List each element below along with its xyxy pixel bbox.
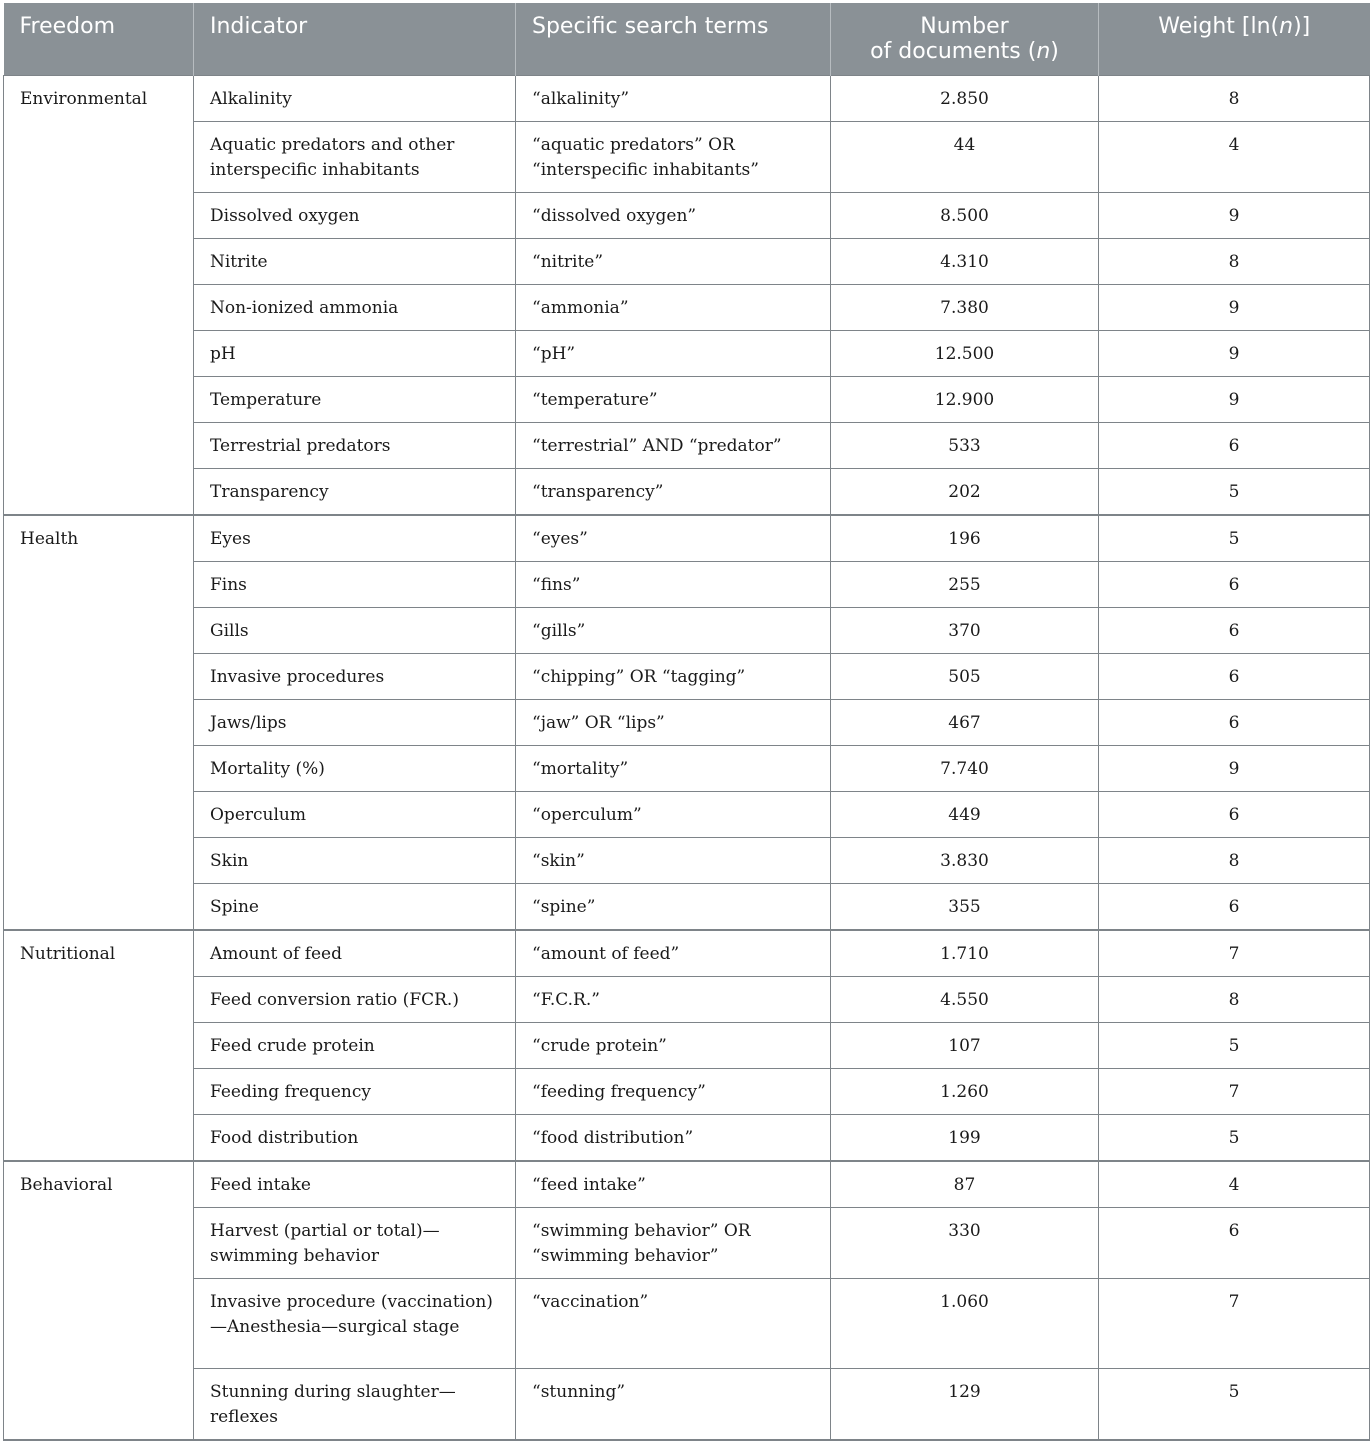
table-row	[4, 745, 1370, 791]
indicator-cell: pH	[194, 330, 516, 376]
search-terms-cell: “F.C.R.”	[516, 976, 831, 1022]
search-terms-cell: “vaccination”	[516, 1278, 831, 1368]
weight-cell: 4	[1099, 1161, 1370, 1208]
weight-cell: 9	[1099, 192, 1370, 238]
table-row	[4, 515, 1370, 562]
documents-count-cell: 2.850	[831, 75, 1099, 121]
indicator-cell: Aquatic predators and other interspecific inhabitants	[194, 121, 516, 192]
documents-count-cell: 199	[831, 1114, 1099, 1161]
documents-count-cell: 129	[831, 1368, 1099, 1440]
search-terms-cell: “pH”	[516, 330, 831, 376]
weight-cell: 6	[1099, 1207, 1370, 1278]
search-terms-cell: “nitrite”	[516, 238, 831, 284]
documents-count-cell: 255	[831, 561, 1099, 607]
indicator-cell: Fins	[194, 561, 516, 607]
table-row	[4, 1368, 1370, 1440]
documents-count-cell: 107	[831, 1022, 1099, 1068]
header-freedom: Freedom	[4, 3, 194, 75]
header-search-terms: Specific search terms	[516, 3, 831, 75]
table-row	[4, 330, 1370, 376]
documents-count-cell: 7.740	[831, 745, 1099, 791]
indicator-cell: Feed crude protein	[194, 1022, 516, 1068]
search-terms-cell: “skin”	[516, 837, 831, 883]
search-terms-cell: “spine”	[516, 883, 831, 930]
weight-cell: 9	[1099, 330, 1370, 376]
indicator-cell: Dissolved oxygen	[194, 192, 516, 238]
weight-cell: 8	[1099, 238, 1370, 284]
weight-cell: 6	[1099, 607, 1370, 653]
documents-count-cell: 12.500	[831, 330, 1099, 376]
indicator-table	[3, 3, 1370, 1441]
documents-count-cell: 4.550	[831, 976, 1099, 1022]
header-weight: Weight [ln(n)]	[1099, 3, 1370, 75]
table-row	[4, 1114, 1370, 1161]
indicator-cell: Mortality (%)	[194, 745, 516, 791]
documents-count-cell: 3.830	[831, 837, 1099, 883]
table-row	[4, 376, 1370, 422]
table-row	[4, 791, 1370, 837]
indicator-cell: Stunning during slaughter—reflexes	[194, 1368, 516, 1440]
table-row	[4, 1278, 1370, 1368]
weight-cell: 6	[1099, 699, 1370, 745]
search-terms-cell: “jaw” OR “lips”	[516, 699, 831, 745]
indicator-cell: Feed conversion ratio (FCR.)	[194, 976, 516, 1022]
search-terms-cell: “terrestrial” AND “predator”	[516, 422, 831, 468]
documents-count-cell: 505	[831, 653, 1099, 699]
table-row	[4, 607, 1370, 653]
indicator-cell: Feeding frequency	[194, 1068, 516, 1114]
documents-count-cell: 44	[831, 121, 1099, 192]
indicator-cell: Jaws/lips	[194, 699, 516, 745]
search-terms-cell: “fins”	[516, 561, 831, 607]
documents-count-cell: 196	[831, 515, 1099, 562]
indicator-cell: Eyes	[194, 515, 516, 562]
search-terms-cell: “feeding frequency”	[516, 1068, 831, 1114]
weight-cell: 5	[1099, 1022, 1370, 1068]
indicator-cell: Nitrite	[194, 238, 516, 284]
search-terms-cell: “food distribution”	[516, 1114, 831, 1161]
freedom-cell: Nutritional	[4, 930, 194, 1161]
table-row	[4, 1068, 1370, 1114]
table-body	[4, 75, 1370, 1440]
indicator-cell: Operculum	[194, 791, 516, 837]
search-terms-cell: “swimming behavior” OR “swimming behavior”	[516, 1207, 831, 1278]
weight-cell: 4	[1099, 121, 1370, 192]
documents-count-cell: 370	[831, 607, 1099, 653]
table-row	[4, 699, 1370, 745]
freedom-cell: Behavioral	[4, 1161, 194, 1440]
table-row	[4, 976, 1370, 1022]
table-row	[4, 121, 1370, 192]
table-row	[4, 238, 1370, 284]
weight-cell: 7	[1099, 930, 1370, 977]
weight-cell: 5	[1099, 468, 1370, 515]
weight-cell: 7	[1099, 1278, 1370, 1368]
weight-cell: 8	[1099, 75, 1370, 121]
indicator-cell: Invasive procedures	[194, 653, 516, 699]
documents-count-cell: 202	[831, 468, 1099, 515]
indicator-cell: Gills	[194, 607, 516, 653]
search-terms-cell: “temperature”	[516, 376, 831, 422]
indicator-cell: Terrestrial predators	[194, 422, 516, 468]
weight-cell: 5	[1099, 1368, 1370, 1440]
indicator-cell: Temperature	[194, 376, 516, 422]
table-row	[4, 1207, 1370, 1278]
search-terms-cell: “mortality”	[516, 745, 831, 791]
weight-cell: 6	[1099, 422, 1370, 468]
search-terms-cell: “aquatic predators” OR “interspecific inhabitants”	[516, 121, 831, 192]
weight-cell: 5	[1099, 1114, 1370, 1161]
documents-count-cell: 1.710	[831, 930, 1099, 977]
weight-cell: 6	[1099, 883, 1370, 930]
header-indicator: Indicator	[194, 3, 516, 75]
indicator-cell: Alkalinity	[194, 75, 516, 121]
indicator-cell: Non-ionized ammonia	[194, 284, 516, 330]
search-terms-cell: “amount of feed”	[516, 930, 831, 977]
search-terms-cell: “stunning”	[516, 1368, 831, 1440]
documents-count-cell: 8.500	[831, 192, 1099, 238]
documents-count-cell: 449	[831, 791, 1099, 837]
search-terms-cell: “dissolved oxygen”	[516, 192, 831, 238]
header-row	[4, 3, 1370, 75]
search-terms-cell: “gills”	[516, 607, 831, 653]
search-terms-cell: “chipping” OR “tagging”	[516, 653, 831, 699]
table-row	[4, 561, 1370, 607]
weight-cell: 9	[1099, 745, 1370, 791]
table-row	[4, 1161, 1370, 1208]
indicator-cell: Feed intake	[194, 1161, 516, 1208]
weight-cell: 9	[1099, 284, 1370, 330]
search-terms-cell: “feed intake”	[516, 1161, 831, 1208]
indicator-cell: Spine	[194, 883, 516, 930]
table-row	[4, 75, 1370, 121]
table-row	[4, 930, 1370, 977]
indicator-cell: Invasive procedure (vaccination)—Anesthesia—surgical stage	[194, 1278, 516, 1368]
documents-count-cell: 12.900	[831, 376, 1099, 422]
weight-cell: 9	[1099, 376, 1370, 422]
weight-cell: 6	[1099, 561, 1370, 607]
search-terms-cell: “eyes”	[516, 515, 831, 562]
documents-count-cell: 1.060	[831, 1278, 1099, 1368]
freedom-cell: Health	[4, 515, 194, 930]
weight-cell: 5	[1099, 515, 1370, 562]
indicator-cell: Amount of feed	[194, 930, 516, 977]
table-row	[4, 468, 1370, 515]
header-number-of-documents: Number of documents (n)	[831, 3, 1099, 75]
table-row	[4, 192, 1370, 238]
indicator-cell: Skin	[194, 837, 516, 883]
documents-count-cell: 87	[831, 1161, 1099, 1208]
weight-cell: 7	[1099, 1068, 1370, 1114]
table-row	[4, 1022, 1370, 1068]
indicator-cell: Harvest (partial or total)—swimming behavior	[194, 1207, 516, 1278]
freedom-cell: Environmental	[4, 75, 194, 515]
table-row	[4, 653, 1370, 699]
search-terms-cell: “transparency”	[516, 468, 831, 515]
documents-count-cell: 7.380	[831, 284, 1099, 330]
documents-count-cell: 355	[831, 883, 1099, 930]
documents-count-cell: 330	[831, 1207, 1099, 1278]
table-row	[4, 422, 1370, 468]
search-terms-cell: “operculum”	[516, 791, 831, 837]
table-row	[4, 284, 1370, 330]
indicator-cell: Food distribution	[194, 1114, 516, 1161]
documents-count-cell: 467	[831, 699, 1099, 745]
search-terms-cell: “alkalinity”	[516, 75, 831, 121]
indicator-cell: Transparency	[194, 468, 516, 515]
documents-count-cell: 533	[831, 422, 1099, 468]
weight-cell: 8	[1099, 837, 1370, 883]
weight-cell: 8	[1099, 976, 1370, 1022]
weight-cell: 6	[1099, 653, 1370, 699]
table-row	[4, 837, 1370, 883]
documents-count-cell: 1.260	[831, 1068, 1099, 1114]
weight-cell: 6	[1099, 791, 1370, 837]
documents-count-cell: 4.310	[831, 238, 1099, 284]
search-terms-cell: “ammonia”	[516, 284, 831, 330]
table-row	[4, 883, 1370, 930]
search-terms-cell: “crude protein”	[516, 1022, 831, 1068]
